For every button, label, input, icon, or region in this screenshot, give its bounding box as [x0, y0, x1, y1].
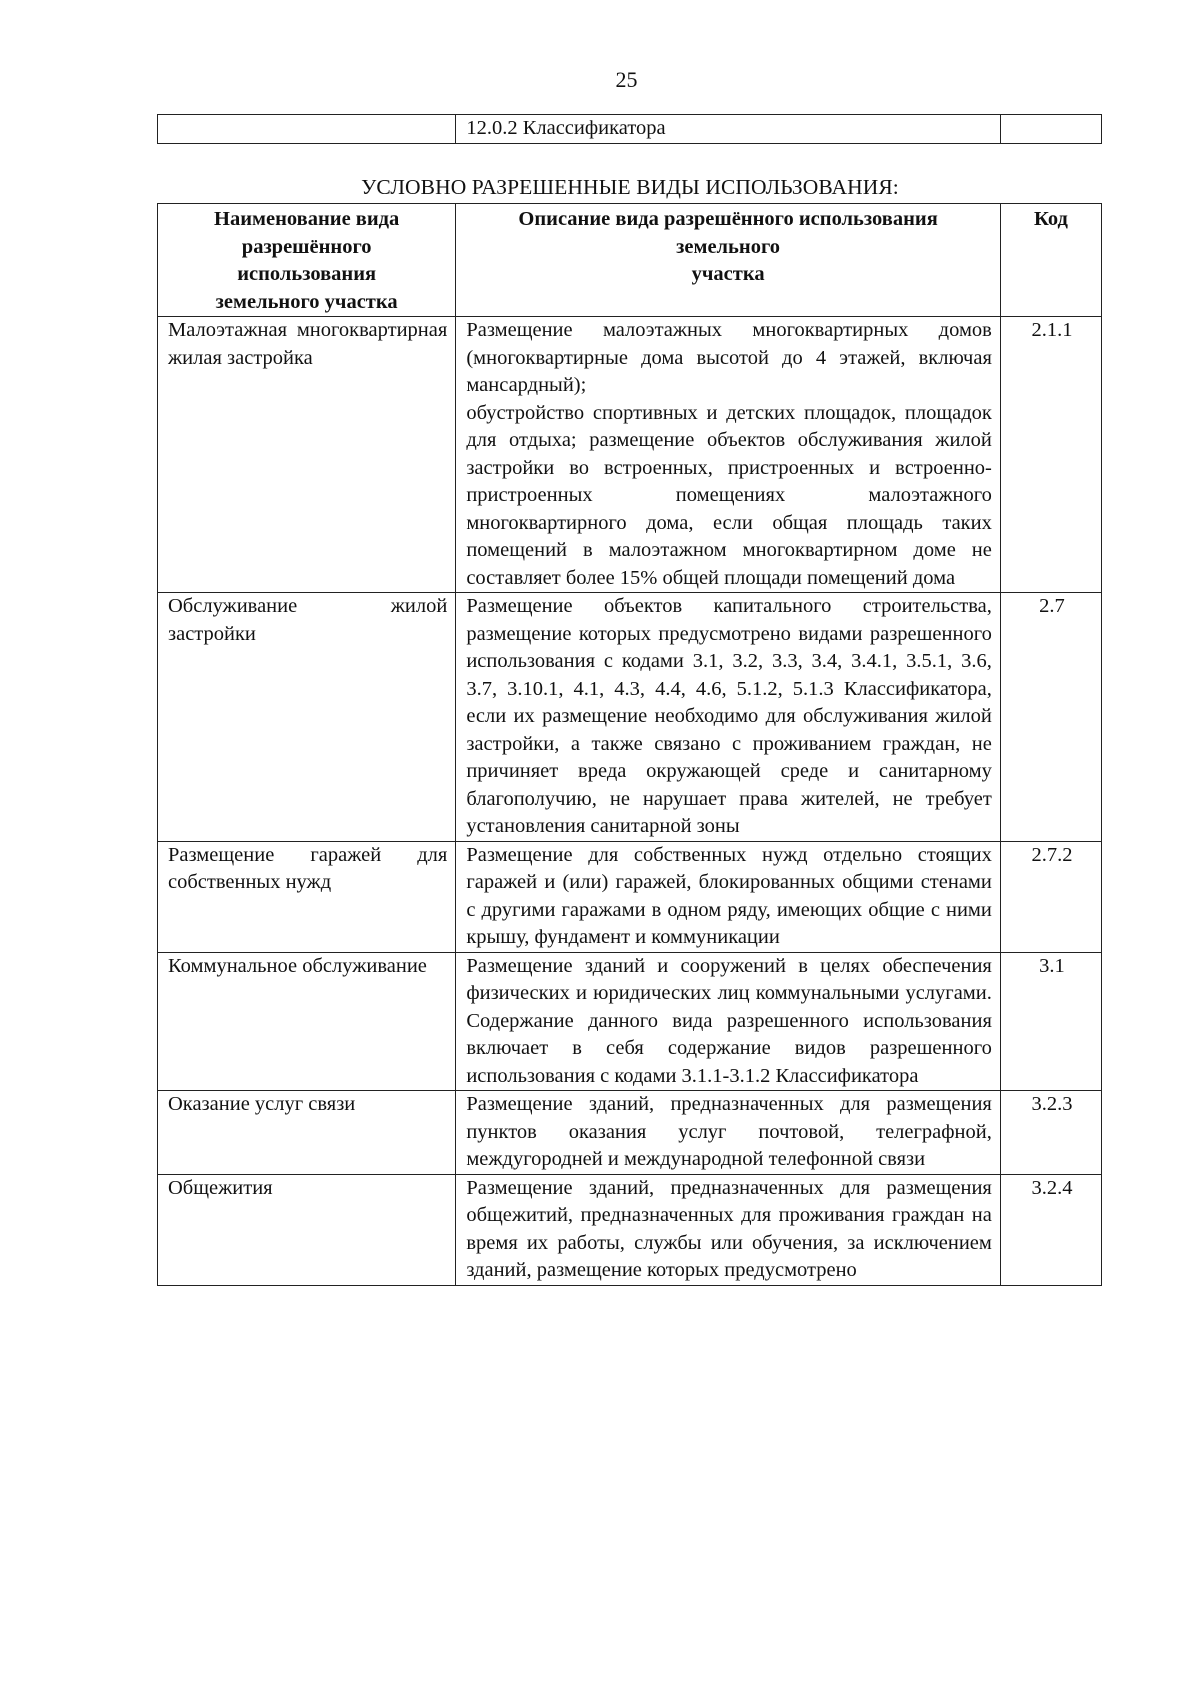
column-header-name: [158, 204, 456, 317]
header-line: Описание вида разрешённого использования: [518, 208, 938, 230]
header-line: земельного: [676, 235, 781, 258]
description-paragraph: Размещение объектов капитального строительства, размещение которых предусмотрено видами разрешенного использования с кодами 3.1, 3.2, 3.3, 3.4, 3.4.1, 3.5.1, 3.6, 3.7, 3.10.1, 4.1, 4.3, 4.4, 4.6, 5.1.2, 5.1.3 Классификатора, если их размещение необходимо для обслуживания жилой застройки, а также связано с проживанием граждан, не причиняет вреда окружающей среде и санитарному благополучию, не нарушает права жителей, не требует установления санитарной зоны: [466, 595, 992, 837]
use-name-cell: Обслуживание жилой застройки: [158, 593, 456, 842]
table-cell: [1000, 115, 1101, 144]
use-description-cell: [456, 1091, 1001, 1175]
section-title: УСЛОВНО РАЗРЕШЕННЫЕ ВИДЫ ИСПОЛЬЗОВАНИЯ:: [361, 175, 899, 199]
table-row: [158, 841, 1102, 952]
use-code-cell: 2.7.2: [1000, 841, 1101, 952]
use-code-cell: 2.1.1: [1000, 317, 1101, 593]
use-name-cell: Общежития: [158, 1174, 456, 1285]
table-header-row: [158, 204, 1102, 317]
header-line: земельного участка: [215, 290, 398, 313]
table-row: [158, 1091, 1102, 1175]
use-description-cell: [456, 593, 1001, 842]
table-row: [158, 593, 1102, 842]
page-number: 25: [615, 67, 638, 92]
description-paragraph: Размещение зданий, предназначенных для размещения пунктов оказания услуг почтовой, телеграфной, междугородней и международной телефонной связи: [466, 1093, 992, 1170]
use-description-cell: [456, 1174, 1001, 1285]
use-name-cell: Оказание услуг связи: [158, 1091, 456, 1175]
description-paragraph: Размещение зданий и сооружений в целях обеспечения физических и юридических лиц коммунальными услугами. Содержание данного вида разрешенного использования включает в себя содержание видов разрешенного использования с кодами 3.1.1-3.1.2 Классификатора: [466, 954, 992, 1087]
table-row: [158, 1174, 1102, 1285]
use-name-cell: Коммунальное обслуживание: [158, 952, 456, 1091]
use-code-cell: 3.1: [1000, 952, 1101, 1091]
use-description-cell: [456, 317, 1001, 593]
table-cell: 12.0.2 Классификатора: [456, 115, 1001, 144]
use-code-cell: 3.2.4: [1000, 1174, 1101, 1285]
header-line: участка: [691, 263, 765, 285]
header-line: Наименование вида: [214, 208, 400, 230]
use-description-cell: [456, 841, 1001, 952]
use-code-cell: 3.2.3: [1000, 1091, 1101, 1175]
permitted-uses-table: [157, 203, 1102, 1286]
header-line: Код: [1034, 208, 1068, 230]
description-paragraph: обустройство спортивных и детских площадок, площадок для отдыха; размещение объектов обслуживания жилой застройки во встроенных, пристроенных и встроенно-пристроенных помещениях малоэтажного многоквартирного дома, если общая площадь таких помещений в малоэтажном многоквартирном доме не составляет более 15% общей площади помещений дома: [466, 401, 992, 589]
table-row: [158, 115, 1102, 144]
header-line: разрешённого: [241, 235, 372, 258]
previous-table-fragment: [157, 114, 1102, 144]
description-paragraph: Размещение для собственных нужд отдельно стоящих гаражей и (или) гаражей, блокированных общими стенами с другими гаражами в одном ряду, имеющих общие с ними крышу, фундамент и коммуникации: [466, 843, 992, 948]
column-header-code: [1000, 204, 1101, 317]
column-header-description: [456, 204, 1001, 317]
table-cell: [158, 115, 456, 144]
use-description-cell: [456, 952, 1001, 1091]
header-line: использования: [237, 263, 377, 285]
description-paragraph: Размещение малоэтажных многоквартирных домов (многоквартирные дома высотой до 4 этажей, включая мансардный);: [466, 319, 992, 396]
use-name-cell: Малоэтажная многоквартирная жилая застройка: [158, 317, 456, 593]
description-paragraph: Размещение зданий, предназначенных для размещения общежитий, предназначенных для проживания граждан на время их работы, службы или обучения, за исключением зданий, размещение которых предусмотрено: [466, 1176, 992, 1281]
table-row: [158, 317, 1102, 593]
use-name-cell: Размещение гаражей для собственных нужд: [158, 841, 456, 952]
table-row: [158, 952, 1102, 1091]
use-code-cell: 2.7: [1000, 593, 1101, 842]
